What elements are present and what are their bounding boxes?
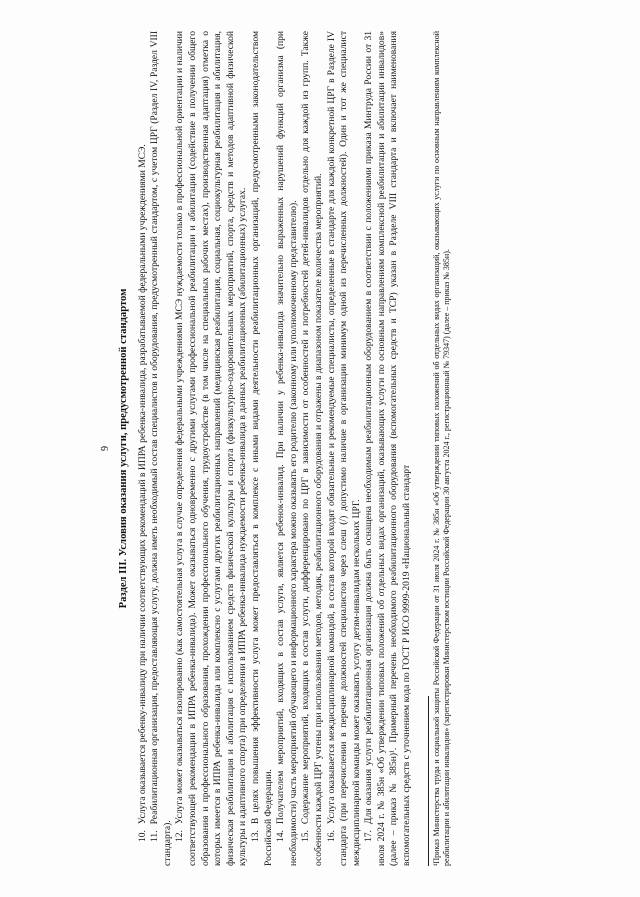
- paragraph-16: [326, 31, 364, 866]
- paragraph-13: [250, 31, 275, 866]
- footnote: ¹Приказ Министерства труда и социальной защиты Российской Федерации от 31 июля 2024 г. № 385н «Об утверждении типовых положений об отдельных видах организаций, оказывающих услуги по основным направлениям комплексной реабилитации и абилитации инвалидов» (зарегистрирован Министерством юстиции Российской Федерации 30 августа 2024 г., регистрационный № 79347) (далее – приказ № 385н).: [431, 31, 451, 866]
- paragraph-text: Получателем мероприятий, входящих в состав услуги, является ребенок-инвалид. При наличии у ребенка-инвалида значительно выраженных нарушений функций организма (при необходимости) часть мероприятий обучающего и информационного характера можно оказывать его родителю (законному или уполномоченному представителю).: [275, 31, 299, 866]
- paragraph-text: Услуга может оказываться изолированно (как самостоятельная услуга в случае определения федеральными учреждениями МСЭ нуждаемости только в профессиональной ориентации и наличии соответствующей рекомендации в ИПРА ребенка-инвалида). Может оказываться одновременно с другими услугами профессиональной реабилитации и абилитации (содействие в получении общего образования и профессионального образования, прохождении профессионального обучения, трудоустройстве (в том числе на специальных рабочих местах), производственная адаптация) отметка о которых имеется в ИПРА ребенка-инвалида или комплексно с услугами других реабилитационных направлений (медицинская реабилитация, социальная, социокультурная реабилитация и абилитация, физическая реабилитация и абилитация с использованием средств физической культуры и спорта (физкультурно-оздоровительных мероприятий, спорта, средств и методов адаптивной физической культуры и адаптивного спорта) при определении в ИПРА ребенка-инвалида нуждаемости ребенка-инвалида в данных реабилитационных (абилитационных) услугах.: [174, 31, 249, 866]
- paragraph-number: 12.: [174, 830, 186, 842]
- paragraph-text: Реабилитационная организация, предоставляющая услугу, должна иметь необходимый состав специалистов и оборудования, предусмотренный стандартом, с учетом ЦРГ (Раздел IV, Раздел VIII стандарта).: [149, 31, 173, 866]
- paragraph-text: Услуга оказывается ребенку-инвалиду при наличии соответствующих рекомендаций в ИПРА ребенка-инвалида, разрабатываемой федеральными учреждениями МСЭ.: [136, 144, 148, 825]
- paragraph-12: [174, 31, 250, 866]
- paragraph-11: [149, 31, 174, 866]
- paragraph-10: [137, 31, 150, 866]
- paragraph-text: В целях повышения эффективности услуга может предоставляться в комплексе с иными видами деятельности реабилитационных организаций, предусмотренными законодательством Российской Федерации.: [249, 31, 274, 866]
- paragraph-17: [363, 31, 413, 866]
- paragraph-number: 13.: [249, 830, 261, 842]
- paragraph-number: 15.: [300, 830, 312, 842]
- paragraph-15: [300, 31, 325, 866]
- paragraph-number: 14.: [275, 830, 287, 842]
- paragraph-14: [275, 31, 300, 866]
- rotated-content: [100, 23, 606, 874]
- paragraph-number: 16.: [325, 830, 337, 842]
- footnote-divider: [428, 696, 429, 866]
- paragraph-text: Услуга оказывается междисциплинарной командой, в состав которой входят обязательные и рекомендуемые специалисты, определенные в стандарте для каждой конкретной ЦРГ в Разделе IV стандарта (при перечислении в перечне должностей специалистов через слеш (/) допустимо наличие в организации минимум одной из перечисленных должностей). Один и тот же специалист междисциплинарной команды может оказывать услугу детям-инвалидам нескольких ЦРГ.: [325, 31, 362, 866]
- paragraph-number: 10.: [136, 830, 148, 842]
- paragraph-number: 17.: [363, 830, 375, 842]
- page-number: 9: [100, 446, 111, 451]
- paragraph-number: 11.: [149, 830, 161, 842]
- paragraph-text: Для оказания услуги реабилитационная организация должна быть оснащена необходимым реабилитационным оборудованием в соответствии с положениями приказа Минтруда России от 31 июля 2024 г. № 385н «Об утверждении типовых положений об отдельных видах организаций, оказывающих услуги по основным направлениям комплексной реабилитации и абилитации инвалидов» (далее – приказ № 385н)¹. Примерный перечень необходимого реабилитационного оборудования (вспомогательных средств и ТСР) указан в Разделе VIII стандарта и включает наименования вспомогательных средств с уточнением кода по ГОСТ Р ИСО 9999-2019 «Национальный стандарт: [363, 31, 413, 866]
- section-title: Раздел III. Условия оказания услуги, предусмотренной стандартом: [118, 288, 129, 609]
- paragraph-text: Содержание мероприятий, входящих в состав услуги, дифференцировано по ЦРГ в зависимости от особенностей и потребностей детей-инвалидов отдельно для каждой из групп. Также особенности каждой ЦРГ учтены при использовании методов, методик, реабилитационного оборудования и отражены в диапазоном показателе количества мероприятий.: [300, 31, 324, 866]
